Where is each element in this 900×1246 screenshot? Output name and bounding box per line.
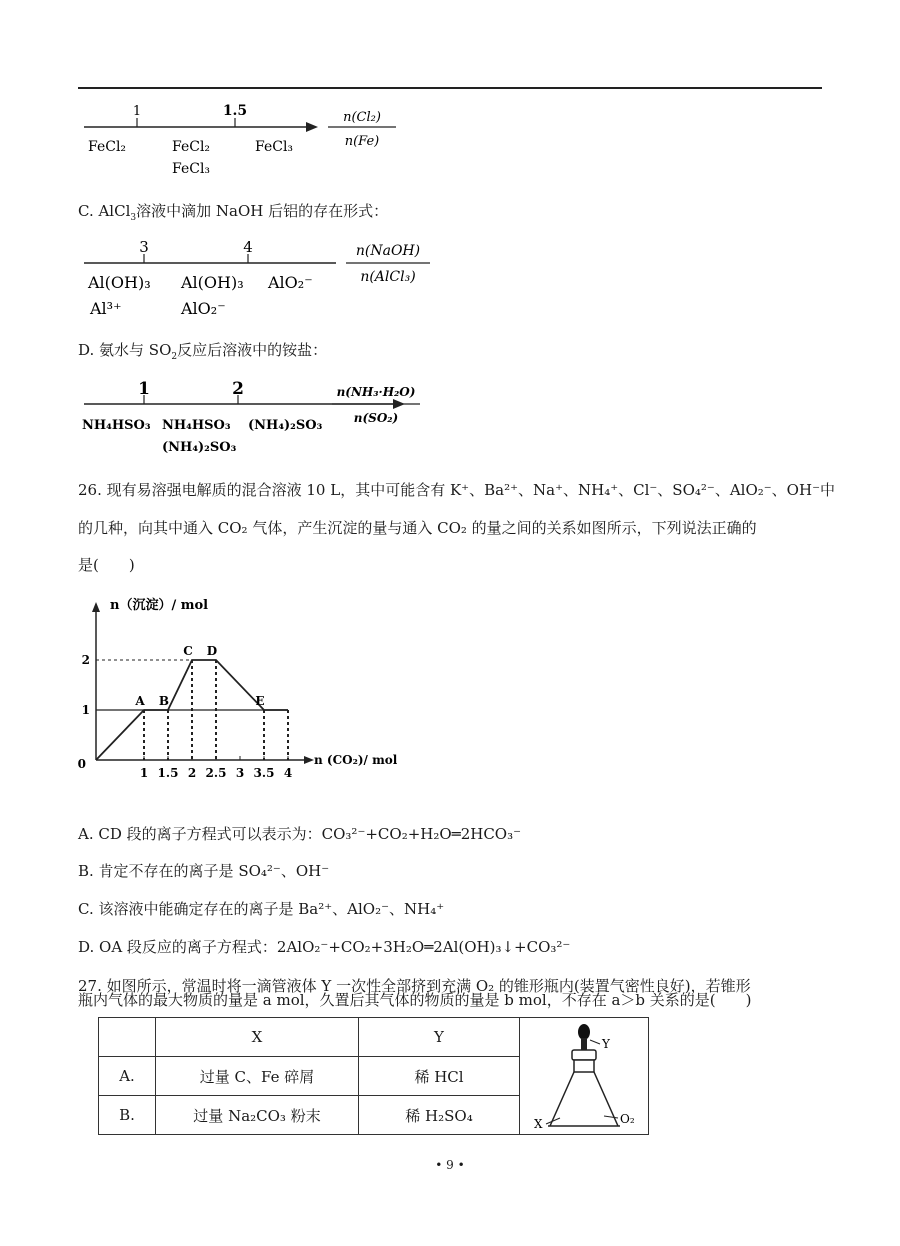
flask-figure-cell [520,1018,649,1135]
top-rule [78,87,822,89]
point-label-e: E [255,694,265,708]
q26-option-b: B. 肯定不存在的离子是 SO₄²⁻、OH⁻ [78,862,330,880]
flask-body [548,1072,620,1126]
table-cell: B. [99,1096,156,1135]
segment-label: FeCl₂ [172,139,211,155]
table-header-row [99,1018,649,1057]
alcl3-number-line [78,236,438,328]
y-tick-label: 1 [81,703,90,717]
table-cell: 稀 H₂SO₄ [359,1096,520,1135]
flask-neck [574,1060,594,1072]
ratio-numerator: n(Cl₂) [343,110,381,125]
q26-line-3: 是( ) [78,556,135,574]
x-axis-arrow [304,756,314,764]
table-cell: 过量 Na₂CO₃ 粉末 [156,1096,359,1135]
tick-label: 3 [139,238,149,256]
ratio-numerator: n(NH₃·H₂O) [336,385,416,399]
q26-option-a: A. CD 段的离子方程式可以表示为：CO₃²⁻+CO₂+H₂O═2HCO₃⁻ [78,825,522,843]
tick-label: 1 [138,379,150,399]
ratio-denominator: n(AlCl₃) [360,269,416,285]
segment-label: Al(OH)₃ [88,273,151,292]
segment-label: FeCl₃ [172,161,211,177]
conical-flask-figure [520,1020,648,1132]
segment-label: FeCl₃ [255,139,294,155]
table-header-cell: Y [359,1018,520,1057]
tick-label: 1 [132,104,142,119]
q27-table [98,1017,649,1135]
segment-label: AlO₂⁻ [268,273,313,292]
label-pointer [604,1116,618,1118]
segment-label: NH₄HSO₃ [82,418,151,433]
x-tick-label: 3.5 [253,766,275,780]
segment-label: (NH₄)₂SO₃ [248,418,323,433]
flask-label-y: Y [602,1037,610,1051]
flask-label-o2: O₂ [620,1112,635,1126]
table-header-cell: X [156,1018,359,1057]
ratio-denominator: n(SO₂) [353,411,399,425]
tick-label: 1.5 [222,103,248,119]
nh3-so2-number-line [78,377,428,462]
x-tick-label: 2 [187,766,197,780]
x-axis-label: n (CO₂)/ mol [314,753,398,767]
stopper [572,1050,596,1060]
arrow-head [306,122,318,132]
table-cell: 过量 C、Fe 碎屑 [156,1057,359,1096]
option-d-title: D. 氨水与 $SO_2$反应后溶液中的铵盐： [78,341,328,362]
dropper-bulb [578,1024,590,1040]
y-tick-label: 2 [81,653,90,667]
q27-line-2-visible: 瓶内气体的最大物质的量是 a mol，久置后其气体的物质的量是 b mol，不存在 a＞b 关系的是( ) [78,991,752,1009]
option-c-title: C. AlCl$_3$溶液中滴加 NaOH 后铝的存在形式： [78,202,389,223]
label-pointer [590,1040,600,1044]
x-tick-label: 1.5 [157,766,179,780]
chart-title: n（沉淀）/ mol [110,598,209,613]
point-label-d: D [206,644,218,658]
segment-label: Al(OH)₃ [181,273,244,292]
y-axis-arrow [92,602,100,612]
point-label-c: C [183,644,193,658]
table-header-cell [99,1018,156,1057]
ratio-denominator: n(Fe) [344,134,380,149]
origin-label: 0 [78,757,86,771]
x-tick-label: 3 [235,766,245,780]
segment-label: Al³⁺ [90,299,122,318]
q26-option-d: D. OA 段反应的离子方程式：2AlO₂⁻+CO₂+3H₂O═2Al(OH)₃↓+CO₃²⁻ [78,938,571,956]
q26-option-c: C. 该溶液中能确定存在的离子是 Ba²⁺、AlO₂⁻、NH₄⁺ [78,900,445,918]
q26-line-2: 的几种，向其中通入 CO₂ 气体，产生沉淀的量与通入 CO₂ 的量之间的关系如图所示，下列说法正确的 [78,519,757,537]
segment-label: AlO₂⁻ [181,299,226,318]
flask-label-x: X [534,1117,543,1131]
point-label-b: B [158,694,170,708]
q26-line-1: 26. 现有易溶强电解质的混合溶液 10 L，其中可能含有 K⁺、Ba²⁺、Na⁺、NH₄⁺、Cl⁻、SO₄²⁻、AlO₂⁻、OH⁻中 [78,481,835,499]
precipitate-chart [78,592,408,784]
table-cell: A. [99,1057,156,1096]
x-tick-label: 1 [139,766,149,780]
segment-label: NH₄HSO₃ [162,418,231,433]
segment-label: (NH₄)₂SO₃ [162,440,237,455]
chart-guides [96,660,288,760]
ratio-numerator: n(NaOH) [355,243,421,259]
x-tick-label: 4 [283,766,293,780]
table-cell: 稀 HCl [359,1057,520,1096]
q27-line-1: 27. 如图所示，常温时将一滴管液体 Y 一次性全部挤到充满 O₂ 的锥形瓶内(装置气密性良好)，若锥形 [78,977,751,995]
point-label-a: A [135,694,145,708]
tick-label: 4 [243,238,253,256]
page-number: • 9 • [435,1158,465,1172]
tick-label: 2 [232,379,244,399]
fe-cl2-number-line [78,100,408,185]
x-tick-label: 2.5 [205,766,227,780]
segment-label: FeCl₂ [88,139,127,155]
